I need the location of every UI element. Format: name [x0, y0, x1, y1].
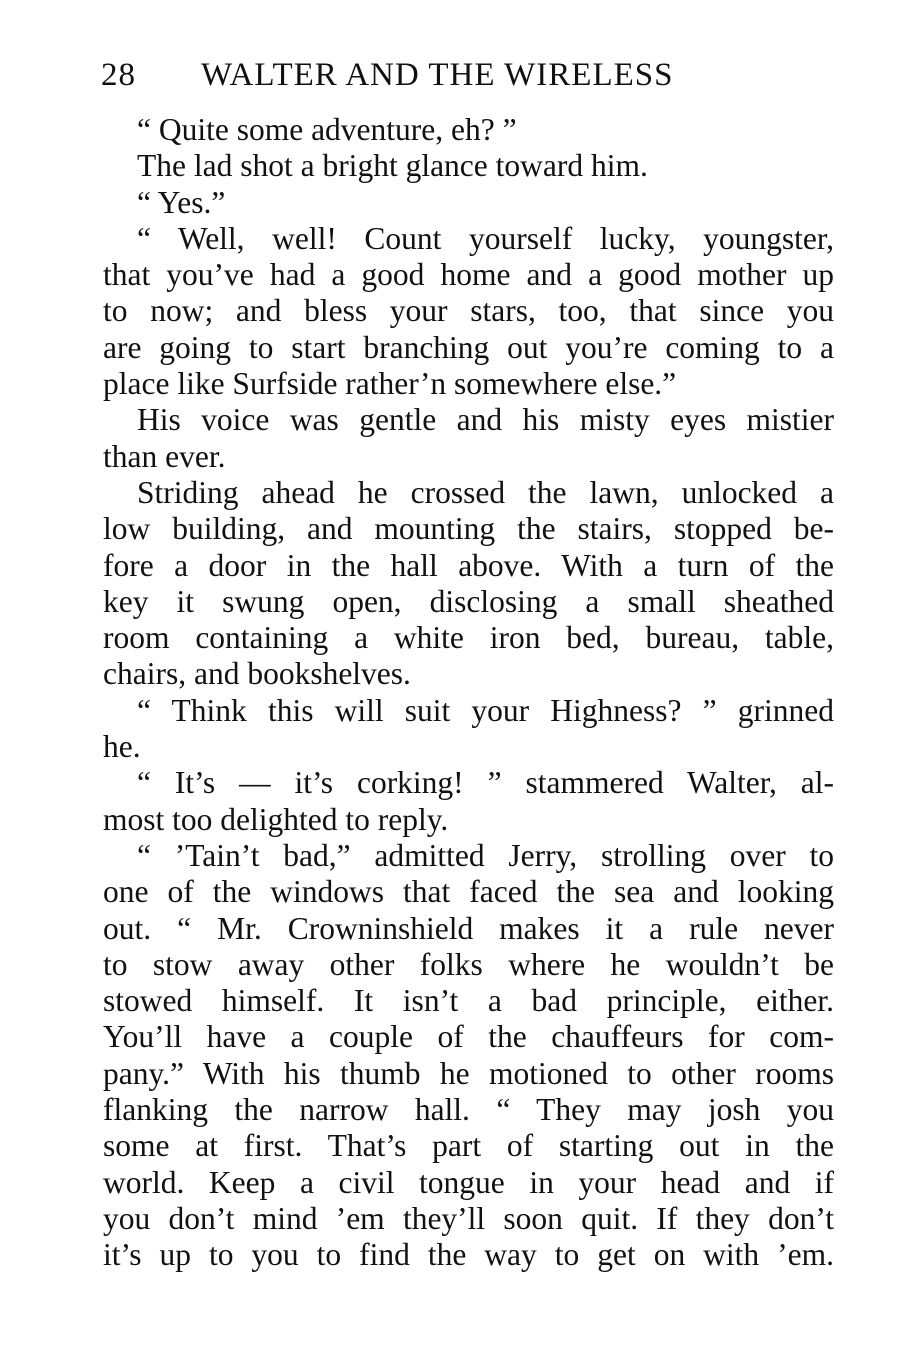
text-line: most too delighted to reply. — [103, 801, 449, 837]
text-line: key it swung open, disclosing a small sheathed — [103, 583, 834, 619]
text-line: chairs, and bookshelves. — [103, 656, 411, 692]
running-title: WALTER AND THE WIRELESS — [201, 57, 674, 93]
text-line: “ Yes.” — [137, 184, 226, 220]
text-line: “ Well, well! Count yourself lucky, youngster, — [137, 220, 834, 256]
text-line: “ It’s — it’s corking! ” stammered Walter, al- — [137, 765, 834, 801]
text-line: he. — [103, 729, 141, 765]
text-line: you don’t mind ’em they’ll soon quit. If they don’t — [103, 1200, 834, 1236]
text-line: low building, and mounting the stairs, stopped be- — [103, 511, 834, 547]
text-line: that you’ve had a good home and a good mother up — [103, 257, 834, 293]
text-line: You’ll have a couple of the chauffeurs for com- — [103, 1019, 834, 1055]
text-line: pany.” With his thumb he motioned to other rooms — [103, 1055, 834, 1091]
page-header — [101, 52, 741, 98]
text-line: fore a door in the hall above. With a turn of the — [103, 547, 834, 583]
text-line: world. Keep a civil tongue in your head and if — [103, 1164, 834, 1200]
text-line: are going to start branching out you’re coming to a — [103, 329, 834, 365]
text-line: one of the windows that faced the sea and looking — [103, 874, 834, 910]
text-line: The lad shot a bright glance toward him. — [137, 148, 648, 184]
page-number: 28 — [101, 57, 136, 93]
text-line: out. “ Mr. Crowninshield makes it a rule never — [103, 910, 834, 946]
text-line: “ ’Tain’t bad,” admitted Jerry, strolling over to — [137, 837, 834, 873]
text-line: Striding ahead he crossed the lawn, unlocked a — [137, 474, 834, 510]
text-line: “ Quite some adventure, eh? ” — [137, 112, 517, 147]
text-line: to now; and bless your stars, too, that since you — [103, 293, 834, 329]
text-line: place like Surfside rather’n somewhere else.” — [103, 366, 677, 402]
text-line: to stow away other folks where he wouldn’t be — [103, 946, 834, 982]
text-line: it’s up to you to find the way to get on with ’em. — [103, 1237, 834, 1273]
text-line: His voice was gentle and his misty eyes mistier — [137, 402, 834, 438]
text-line: some at first. That’s part of starting out in the — [103, 1128, 834, 1164]
text-line: stowed himself. It isn’t a bad principle, either. — [103, 983, 834, 1019]
body-text — [103, 112, 834, 1274]
text-line: flanking the narrow hall. “ They may josh you — [103, 1092, 834, 1128]
text-line: room containing a white iron bed, bureau, table, — [103, 620, 834, 656]
text-line: “ Think this will suit your Highness? ” grinned — [137, 692, 834, 728]
text-line: than ever. — [103, 438, 226, 474]
